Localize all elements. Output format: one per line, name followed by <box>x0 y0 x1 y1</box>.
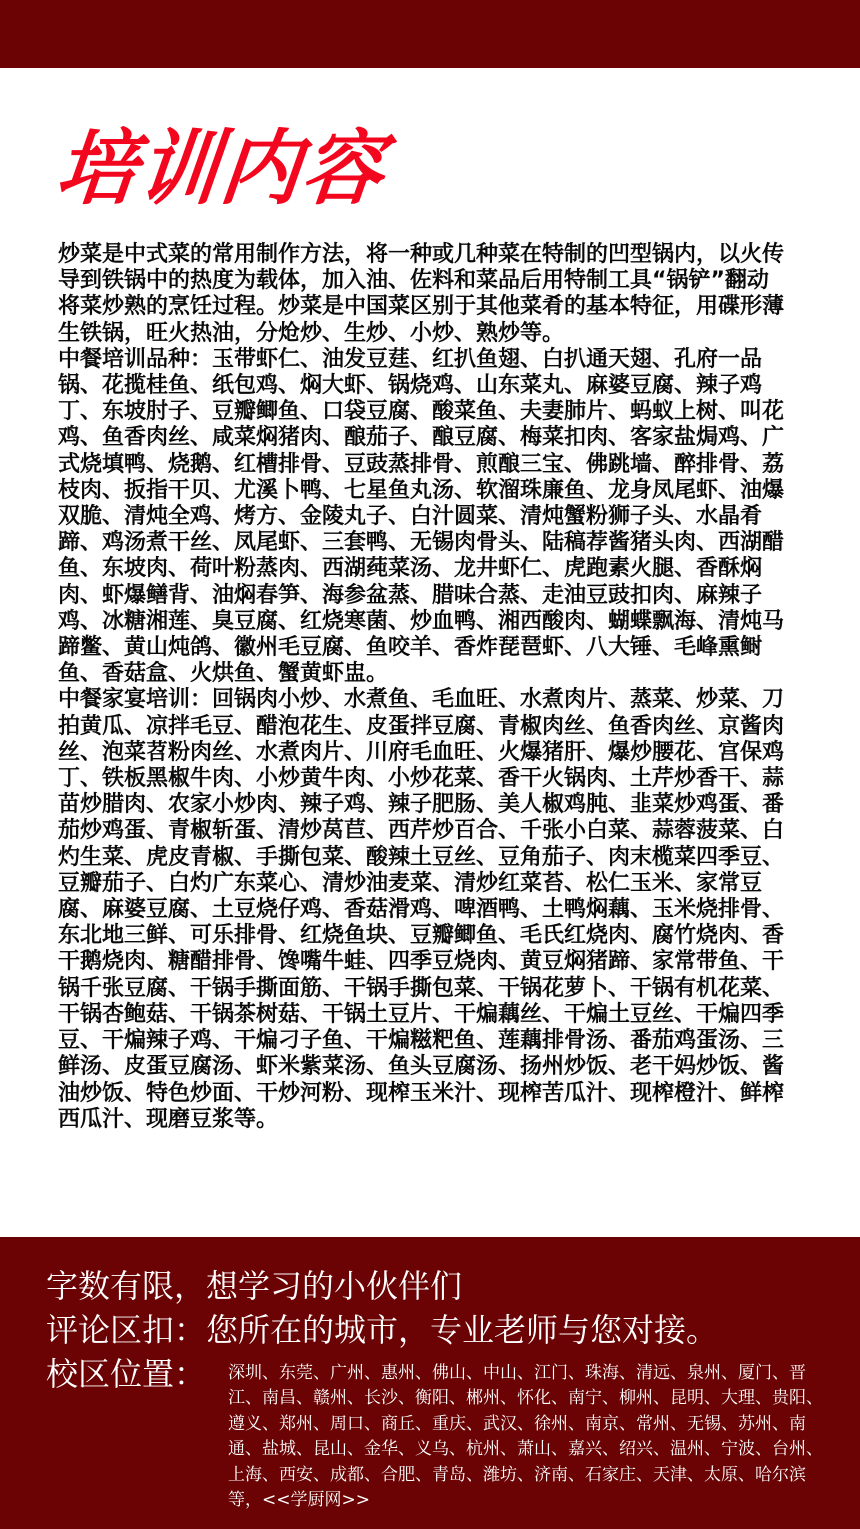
home-banquet-label: 中餐家宴培训： <box>58 687 213 713</box>
footer-line-comment-prompt: 评论区扣：您所在的城市，专业老师与您对接。 <box>46 1311 719 1349</box>
home-banquet-paragraph <box>58 687 788 1132</box>
chinese-cuisine-items: 玉带虾仁、油发豆莛、红扒鱼翅、白扒通天翅、孔府一品锅、花揽桂鱼、纸包鸡、焖大虾、锅烧鸡、山东菜丸、麻婆豆腐、辣子鸡丁、东坡肘子、豆瓣鲫鱼、口袋豆腐、酸菜鱼、夫妻肺片、蚂蚁上树、叫花鸡、鱼香肉丝、咸菜焖猪肉、酿茄子、酿豆腐、梅菜扣肉、客家盐焗鸡、广式烧填鸭、烧鹅、红槽排骨、豆豉蒸排骨、煎酿三宝、佛跳墙、醉排骨、荔枝肉、扳指干贝、尤溪卜鸭、七星鱼丸汤、软溜珠廉鱼、龙身凤尾虾、油爆双脆、清炖全鸡、烤方、金陵丸子、白汁圆菜、清炖蟹粉狮子头、水晶肴蹄、鸡汤煮干丝、凤尾虾、三套鸭、无锡肉骨头、陆稿荐酱猪头肉、西湖醋鱼、东坡肉、荷叶粉蒸肉、西湖莼菜汤、龙井虾仁、虎跑素火腿、香酥焖肉、虾爆鳝背、油焖春笋、海参盆蒸、腊味合蒸、走油豆豉扣肉、麻辣子鸡、冰糖湘莲、臭豆腐、红烧寒菌、炒血鸭、湘西酸肉、蝴蝶飘海、清炖马蹄鳖、黄山炖鸽、徽州毛豆腐、鱼咬羊、香炸琵琶虾、八大锤、毛峰熏鲥鱼、香菇盒、火烘鱼、蟹黄虾盅。 <box>58 346 785 687</box>
chinese-cuisine-label: 中餐培训品种： <box>58 346 213 372</box>
page-title: 培训内容 <box>51 121 390 216</box>
home-banquet-items: 回锅肉小炒、水煮鱼、毛血旺、水煮肉片、蒸菜、炒菜、刀拍黄瓜、凉拌毛豆、醋泡花生、皮蛋拌豆腐、青椒肉丝、鱼香肉丝、京酱肉丝、泡菜苕粉肉丝、水煮肉片、川府毛血旺、火爆猪肝、爆炒腰花、宫保鸡丁、铁板黑椒牛肉、小炒黄牛肉、小炒花菜、香干火锅肉、土芹炒香干、蒜苗炒腊肉、农家小炒肉、辣子鸡、辣子肥肠、美人椒鸡肫、韭菜炒鸡蛋、番茄炒鸡蛋、青椒斩蛋、清炒莴苣、西芹炒百合、千张小白菜、蒜蓉菠菜、白灼生菜、虎皮青椒、手撕包菜、酸辣土豆丝、豆角茄子、肉末榄菜四季豆、豆瓣茄子、白灼广东菜心、清炒油麦菜、清炒红菜苔、松仁玉米、家常豆腐、麻婆豆腐、土豆烧仔鸡、香菇滑鸡、啤酒鸭、土鸭焖藕、玉米烧排骨、东北地三鲜、可乐排骨、红烧鱼块、豆瓣鲫鱼、毛氏红烧肉、腐竹烧肉、香干鹅烧肉、糖醋排骨、馋嘴牛蛙、四季豆烧肉、黄豆焖猪蹄、家常带鱼、干锅千张豆腐、干锅手撕面筋、干锅手撕包菜、干锅花萝卜、干锅有机花菜、干锅杏鲍菇、干锅茶树菇、干锅土豆片、干煸藕丝、干煸土豆丝、干煸四季豆、干煸辣子鸡、干煸刁子鱼、干煸糍粑鱼、莲藕排骨汤、番茄鸡蛋汤、三鲜汤、皮蛋豆腐汤、虾米紫菜汤、鱼头豆腐汤、扬州炒饭、老干妈炒饭、酱油炒饭、特色炒面、干炒河粉、现榨玉米汁、现榨苦瓜汁、现榨橙汁、鲜榨西瓜汁、现磨豆浆等。 <box>58 687 785 1132</box>
chinese-cuisine-paragraph <box>58 347 788 688</box>
top-banner-bar <box>0 0 860 68</box>
campus-location-list: 深圳、东莞、广州、惠州、佛山、中山、江门、珠海、清远、泉州、厦门、晋江、南昌、赣州、长沙、衡阳、郴州、怀化、南宁、柳州、昆明、大理、贵阳、遵义、郑州、周口、商丘、重庆、武汉、徐州、南京、常州、无锡、苏州、南通、盐城、昆山、金华、义乌、杭州、萧山、嘉兴、绍兴、温州、宁波、台州、上海、西安、成都、合肥、青岛、潍坊、济南、石家庄、天津、太原、哈尔滨等，<<学厨网>> <box>228 1363 823 1511</box>
footer-line-limited-words: 字数有限，想学习的小伙伴们 <box>46 1267 463 1305</box>
footer-banner <box>0 1237 860 1529</box>
campus-location-label: 校区位置： <box>46 1355 207 1393</box>
intro-paragraph: 炒菜是中式菜的常用制作方法，将一种或几种菜在特制的凹型锅内，以火传导到铁锅中的热度为载体，加入油、佐料和菜品后用特制工具“锅铲”翻动将菜炒熟的烹饪过程。炒菜是中国菜区别于其他菜肴的基本特征，用碟形薄生铁锅，旺火热油，分炝炒、生炒、小炒、熟炒等。 <box>58 242 785 346</box>
training-content <box>58 242 788 1133</box>
